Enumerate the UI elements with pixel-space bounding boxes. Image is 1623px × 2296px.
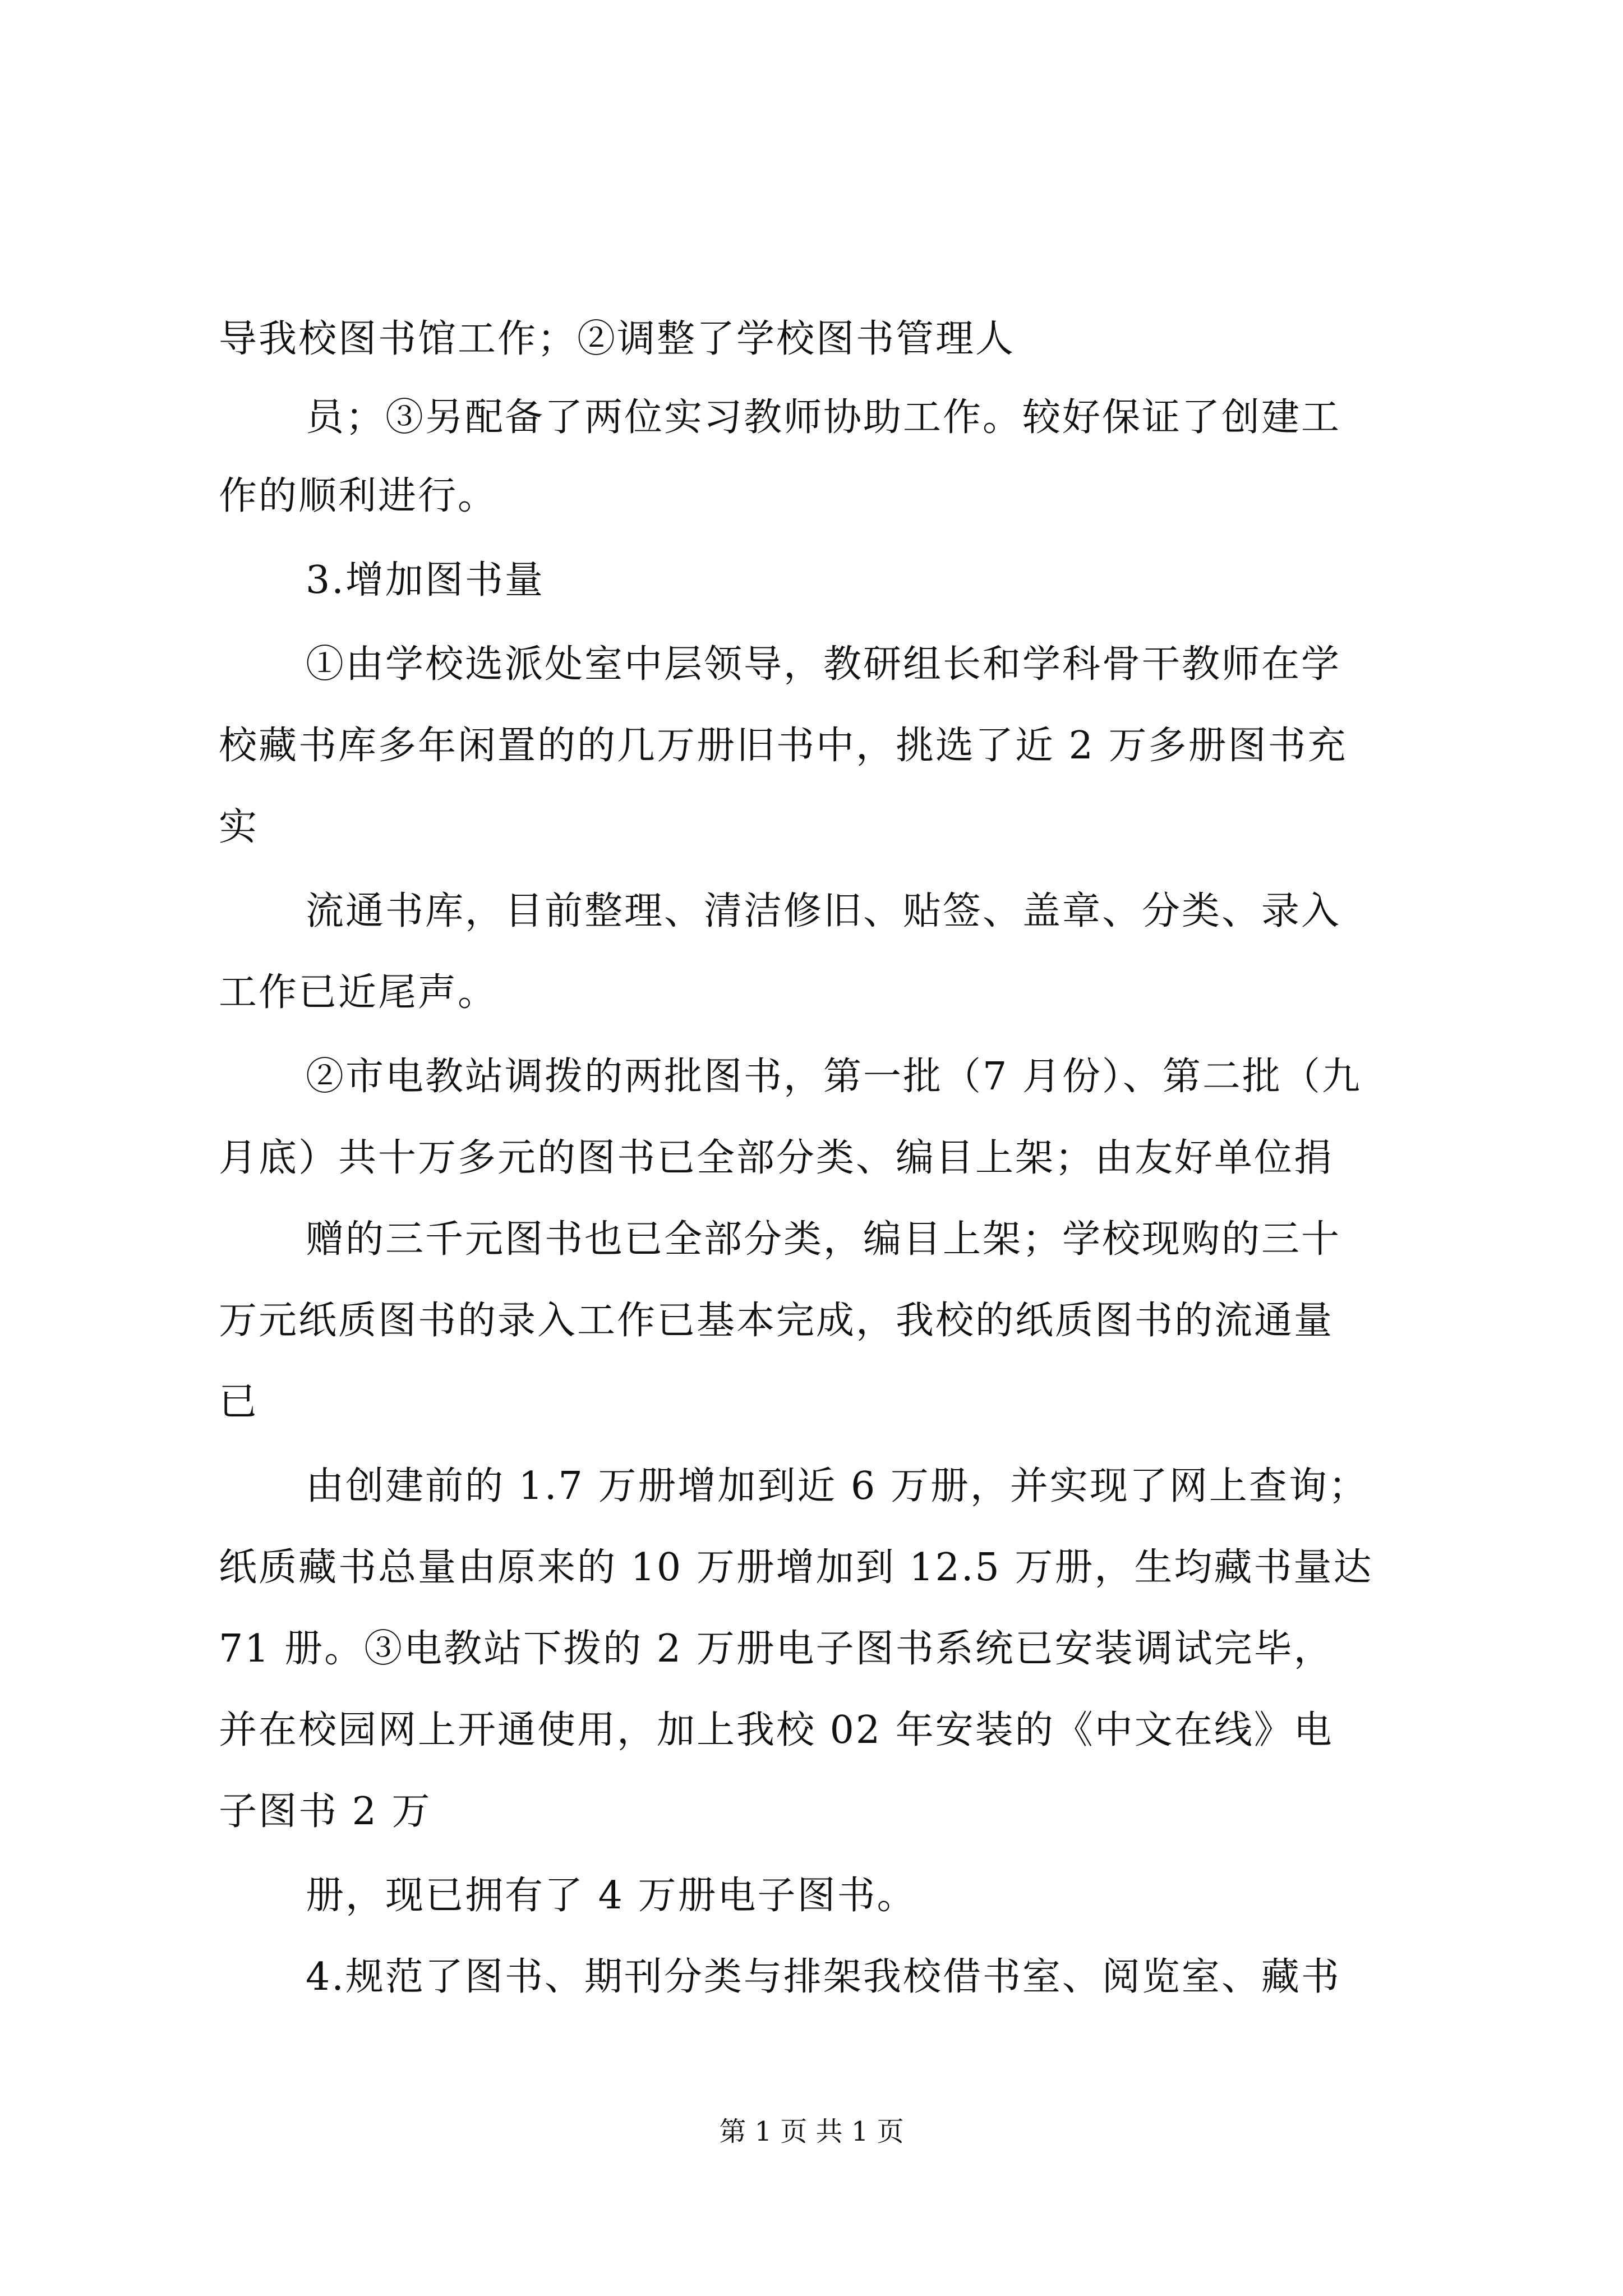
text-line: 册，现已拥有了 4 万册电子图书。 <box>306 1874 917 1918</box>
text-line: 月底）共十万多元的图书已全部分类、编目上架；由友好单位捐 <box>219 1136 1334 1180</box>
text-line: 赠的三千元图书也已全部分类，编目上架；学校现购的三十 <box>306 1217 1341 1262</box>
text-line: 员；③另配备了两位实习教师协助工作。较好保证了创建工 <box>306 395 1341 440</box>
section-heading: 3.增加图书量 <box>306 558 545 602</box>
text-line: 实 <box>219 805 259 849</box>
text-line: 导我校图书馆工作；②调整了学校图书管理人 <box>219 317 1016 361</box>
text-line: 万元纸质图书的录入工作已基本完成，我校的纸质图书的流通量 <box>219 1299 1334 1343</box>
text-line: 子图书 2 万 <box>219 1789 432 1834</box>
text-line: 作的顺利进行。 <box>219 474 498 518</box>
text-line: 71 册。③电教站下拨的 2 万册电子图书系统已安装调试完毕， <box>219 1627 1334 1671</box>
text-line: 校藏书库多年闲置的的几万册旧书中，挑选了近 2 万多册图书充 <box>219 724 1348 768</box>
text-line: ①由学校选派处室中层领导，教研组长和学科骨干教师在学 <box>306 642 1341 687</box>
page-number-footer: 第 1 页 共 1 页 <box>719 2116 904 2147</box>
text-line: 由创建前的 1.7 万册增加到近 6 万册，并实现了网上查询； <box>306 1464 1368 1508</box>
section-heading: 4.规范了图书、期刊分类与排架我校借书室、阅览室、藏书 <box>306 1955 1341 1999</box>
text-line: ②市电教站调拨的两批图书，第一批（7 月份）、第二批（九 <box>306 1055 1362 1099</box>
text-line: 流通书库，目前整理、清洁修旧、贴签、盖章、分类、录入 <box>306 889 1341 933</box>
text-line: 工作已近尾声。 <box>219 970 498 1015</box>
text-line: 已 <box>219 1380 259 1424</box>
text-line: 纸质藏书总量由原来的 10 万册增加到 12.5 万册，生均藏书量达 <box>219 1545 1373 1590</box>
text-line: 并在校园网上开通使用，加上我校 02 年安装的《中文在线》电 <box>219 1708 1334 1752</box>
